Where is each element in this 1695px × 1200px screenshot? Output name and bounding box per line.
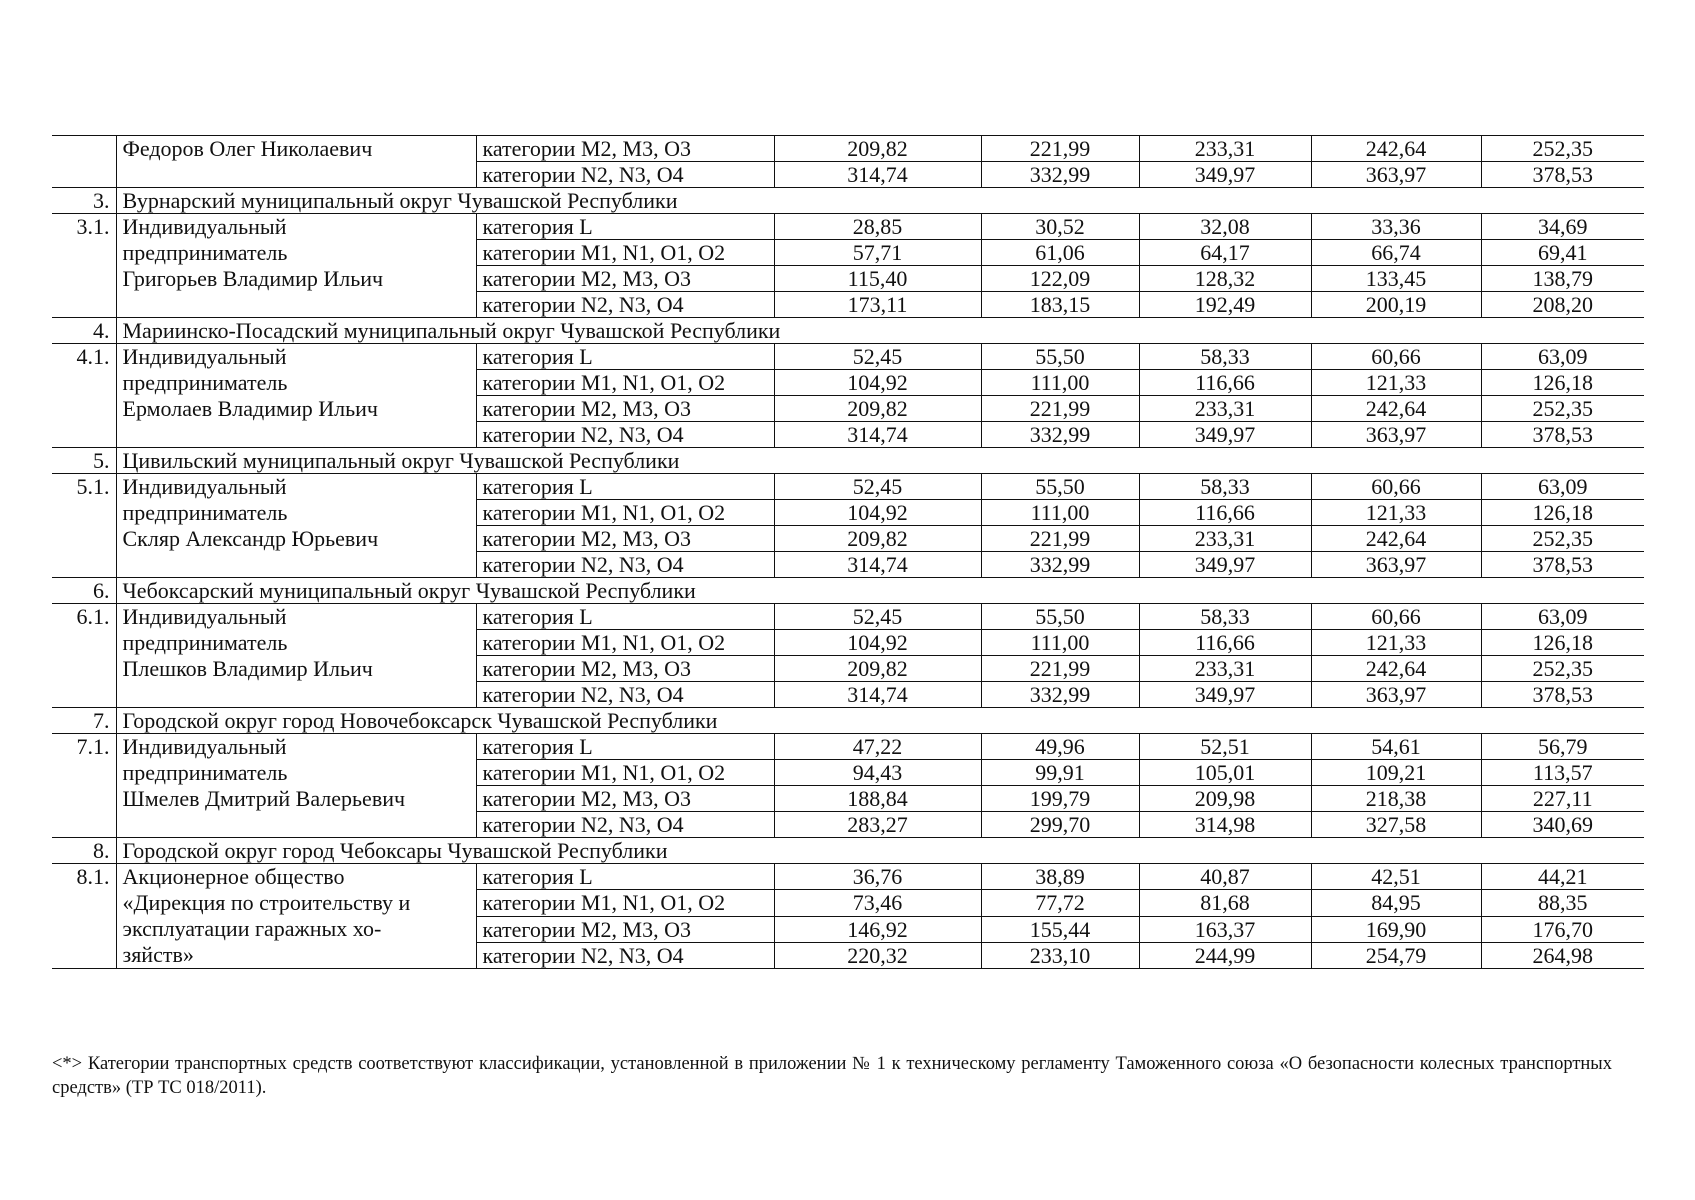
group-title: Цивильский муниципальный округ Чувашской Республики: [116, 448, 1644, 474]
value-cell: 56,79: [1481, 734, 1644, 760]
entry-name-line: предприниматель: [122, 500, 288, 525]
group-header-row: [52, 188, 1644, 214]
table-row: [52, 734, 1644, 760]
tariff-table-body: [52, 136, 1644, 969]
value-cell: 363,97: [1311, 422, 1481, 448]
value-cell: 69,41: [1481, 240, 1644, 266]
value-cell: 314,74: [774, 682, 981, 708]
entry-name-line: Индивидуальный: [122, 604, 287, 629]
value-cell: 183,15: [981, 292, 1139, 318]
value-cell: 332,99: [981, 162, 1139, 188]
value-cell: 363,97: [1311, 682, 1481, 708]
value-cell: 138,79: [1481, 266, 1644, 292]
value-cell: 221,99: [981, 136, 1139, 162]
entry-name: [116, 214, 476, 318]
group-title: Вурнарский муниципальный округ Чувашской Республики: [116, 188, 1644, 214]
value-cell: 252,35: [1481, 526, 1644, 552]
value-cell: 233,31: [1139, 136, 1311, 162]
value-cell: 209,82: [774, 136, 981, 162]
category-cell: категории M1, N1, O1, O2: [476, 630, 774, 656]
value-cell: 252,35: [1481, 396, 1644, 422]
value-cell: 299,70: [981, 812, 1139, 838]
value-cell: 58,33: [1139, 474, 1311, 500]
value-cell: 58,33: [1139, 604, 1311, 630]
group-title: Городской округ город Чебоксары Чувашской Республики: [116, 838, 1644, 864]
value-cell: 66,74: [1311, 240, 1481, 266]
value-cell: 111,00: [981, 370, 1139, 396]
entry-name: Федоров Олег Николаевич: [116, 136, 476, 188]
value-cell: 221,99: [981, 656, 1139, 682]
value-cell: 242,64: [1311, 526, 1481, 552]
value-cell: 77,72: [981, 890, 1139, 916]
value-cell: 221,99: [981, 396, 1139, 422]
category-cell: категория L: [476, 344, 774, 370]
value-cell: 221,99: [981, 526, 1139, 552]
value-cell: 314,74: [774, 162, 981, 188]
category-cell: категория L: [476, 734, 774, 760]
value-cell: 254,79: [1311, 942, 1481, 968]
value-cell: 242,64: [1311, 656, 1481, 682]
group-header-row: [52, 838, 1644, 864]
table-row: [52, 214, 1644, 240]
value-cell: 363,97: [1311, 162, 1481, 188]
group-title: Чебоксарский муниципальный округ Чувашской Республики: [116, 578, 1644, 604]
entry-name-line: Шмелев Дмитрий Валерьевич: [122, 786, 406, 811]
group-number: 7.: [52, 708, 116, 734]
value-cell: 122,09: [981, 266, 1139, 292]
category-cell: категория L: [476, 474, 774, 500]
value-cell: 105,01: [1139, 760, 1311, 786]
value-cell: 104,92: [774, 370, 981, 396]
group-title: Мариинско-Посадский муниципальный округ Чувашской Республики: [116, 318, 1644, 344]
value-cell: 30,52: [981, 214, 1139, 240]
entry-name: [116, 604, 476, 708]
value-cell: 332,99: [981, 682, 1139, 708]
category-cell: категории N2, N3, O4: [476, 162, 774, 188]
group-number: 5.: [52, 448, 116, 474]
category-cell: категории M1, N1, O1, O2: [476, 760, 774, 786]
entry-name: [116, 864, 476, 969]
value-cell: 57,71: [774, 240, 981, 266]
entry-number: 5.1.: [52, 474, 116, 578]
entry-number: 7.1.: [52, 734, 116, 838]
group-header-row: [52, 708, 1644, 734]
category-cell: категория L: [476, 214, 774, 240]
value-cell: 58,33: [1139, 344, 1311, 370]
value-cell: 121,33: [1311, 500, 1481, 526]
entry-name-line: Индивидуальный: [122, 734, 287, 759]
value-cell: 40,87: [1139, 864, 1311, 890]
value-cell: 33,36: [1311, 214, 1481, 240]
category-cell: категории M2, M3, O3: [476, 786, 774, 812]
value-cell: 176,70: [1481, 916, 1644, 942]
value-cell: 378,53: [1481, 552, 1644, 578]
entry-name-line: предприниматель: [122, 370, 288, 395]
category-cell: категории N2, N3, O4: [476, 552, 774, 578]
group-header-row: [52, 318, 1644, 344]
value-cell: 233,31: [1139, 396, 1311, 422]
value-cell: 209,98: [1139, 786, 1311, 812]
value-cell: 242,64: [1311, 136, 1481, 162]
table-row: [52, 136, 1644, 162]
category-cell: категории N2, N3, O4: [476, 942, 774, 968]
tariff-document: [52, 135, 1644, 969]
value-cell: 55,50: [981, 604, 1139, 630]
value-cell: 349,97: [1139, 552, 1311, 578]
entry-name-line: «Дирекция по строительству и: [122, 890, 411, 915]
value-cell: 121,33: [1311, 630, 1481, 656]
category-cell: категории M1, N1, O1, O2: [476, 240, 774, 266]
value-cell: 378,53: [1481, 682, 1644, 708]
entry-name-line: Скляр Александр Юрьевич: [122, 526, 379, 551]
entry-name: [116, 344, 476, 448]
table-row: [52, 474, 1644, 500]
category-cell: категории M2, M3, O3: [476, 266, 774, 292]
value-cell: 173,11: [774, 292, 981, 318]
entry-name-line: предприниматель: [122, 760, 288, 785]
value-cell: 163,37: [1139, 916, 1311, 942]
value-cell: 116,66: [1139, 500, 1311, 526]
entry-name-line: предприниматель: [122, 240, 288, 265]
category-cell: категория L: [476, 864, 774, 890]
value-cell: 233,31: [1139, 526, 1311, 552]
value-cell: 121,33: [1311, 370, 1481, 396]
value-cell: 227,11: [1481, 786, 1644, 812]
value-cell: 209,82: [774, 656, 981, 682]
value-cell: 49,96: [981, 734, 1139, 760]
value-cell: 332,99: [981, 552, 1139, 578]
value-cell: 116,66: [1139, 370, 1311, 396]
value-cell: 94,43: [774, 760, 981, 786]
value-cell: 34,69: [1481, 214, 1644, 240]
value-cell: 55,50: [981, 344, 1139, 370]
value-cell: 64,17: [1139, 240, 1311, 266]
value-cell: 60,66: [1311, 604, 1481, 630]
group-header-row: [52, 578, 1644, 604]
category-cell: категории M2, M3, O3: [476, 396, 774, 422]
category-cell: категории M1, N1, O1, O2: [476, 370, 774, 396]
value-cell: 104,92: [774, 500, 981, 526]
value-cell: 128,32: [1139, 266, 1311, 292]
entry-name-line: предприниматель: [122, 630, 288, 655]
entry-number: 4.1.: [52, 344, 116, 448]
value-cell: 169,90: [1311, 916, 1481, 942]
value-cell: 52,51: [1139, 734, 1311, 760]
value-cell: 378,53: [1481, 162, 1644, 188]
value-cell: 314,74: [774, 552, 981, 578]
value-cell: 63,09: [1481, 474, 1644, 500]
category-cell: категории M2, M3, O3: [476, 916, 774, 942]
tariff-table: [52, 135, 1644, 969]
group-number: 6.: [52, 578, 116, 604]
value-cell: 233,31: [1139, 656, 1311, 682]
value-cell: 349,97: [1139, 162, 1311, 188]
value-cell: 99,91: [981, 760, 1139, 786]
value-cell: 252,35: [1481, 656, 1644, 682]
value-cell: 116,66: [1139, 630, 1311, 656]
value-cell: 349,97: [1139, 682, 1311, 708]
category-cell: категории N2, N3, O4: [476, 292, 774, 318]
value-cell: 192,49: [1139, 292, 1311, 318]
value-cell: 126,18: [1481, 500, 1644, 526]
value-cell: 363,97: [1311, 552, 1481, 578]
category-cell: категории N2, N3, O4: [476, 812, 774, 838]
value-cell: 55,50: [981, 474, 1139, 500]
value-cell: 126,18: [1481, 370, 1644, 396]
value-cell: 38,89: [981, 864, 1139, 890]
category-cell: категории N2, N3, O4: [476, 422, 774, 448]
value-cell: 111,00: [981, 630, 1139, 656]
value-cell: 314,74: [774, 422, 981, 448]
category-cell: категории M2, M3, O3: [476, 136, 774, 162]
value-cell: 264,98: [1481, 942, 1644, 968]
value-cell: 52,45: [774, 604, 981, 630]
entry-number: 8.1.: [52, 864, 116, 969]
entry-name-line: Индивидуальный: [122, 344, 287, 369]
value-cell: 340,69: [1481, 812, 1644, 838]
value-cell: 60,66: [1311, 344, 1481, 370]
value-cell: 73,46: [774, 890, 981, 916]
group-number: 4.: [52, 318, 116, 344]
value-cell: 244,99: [1139, 942, 1311, 968]
value-cell: 209,82: [774, 526, 981, 552]
entry-number: [52, 136, 116, 188]
value-cell: 208,20: [1481, 292, 1644, 318]
entry-number: 6.1.: [52, 604, 116, 708]
entry-name-line: зяйств»: [122, 942, 194, 967]
entry-number: 3.1.: [52, 214, 116, 318]
value-cell: 52,45: [774, 344, 981, 370]
group-number: 3.: [52, 188, 116, 214]
value-cell: 283,27: [774, 812, 981, 838]
table-row: [52, 604, 1644, 630]
value-cell: 32,08: [1139, 214, 1311, 240]
category-cell: категории M2, M3, O3: [476, 656, 774, 682]
value-cell: 44,21: [1481, 864, 1644, 890]
entry-name-line: Индивидуальный: [122, 474, 287, 499]
value-cell: 104,92: [774, 630, 981, 656]
value-cell: 327,58: [1311, 812, 1481, 838]
value-cell: 61,06: [981, 240, 1139, 266]
value-cell: 233,10: [981, 942, 1139, 968]
value-cell: 188,84: [774, 786, 981, 812]
value-cell: 332,99: [981, 422, 1139, 448]
value-cell: 63,09: [1481, 344, 1644, 370]
value-cell: 36,76: [774, 864, 981, 890]
value-cell: 42,51: [1311, 864, 1481, 890]
category-cell: категория L: [476, 604, 774, 630]
value-cell: 242,64: [1311, 396, 1481, 422]
value-cell: 88,35: [1481, 890, 1644, 916]
value-cell: 200,19: [1311, 292, 1481, 318]
table-row: [52, 344, 1644, 370]
entry-name-line: Акционерное общество: [122, 864, 345, 889]
entry-name: [116, 474, 476, 578]
value-cell: 84,95: [1311, 890, 1481, 916]
group-number: 8.: [52, 838, 116, 864]
category-cell: категории M2, M3, O3: [476, 526, 774, 552]
entry-name-line: эксплуатации гаражных хо-: [122, 916, 382, 941]
value-cell: 349,97: [1139, 422, 1311, 448]
value-cell: 115,40: [774, 266, 981, 292]
value-cell: 111,00: [981, 500, 1139, 526]
value-cell: 314,98: [1139, 812, 1311, 838]
value-cell: 52,45: [774, 474, 981, 500]
entry-name: [116, 734, 476, 838]
value-cell: 63,09: [1481, 604, 1644, 630]
entry-name-line: Григорьев Владимир Ильич: [122, 266, 384, 291]
category-cell: категории M1, N1, O1, O2: [476, 890, 774, 916]
category-cell: категории M1, N1, O1, O2: [476, 500, 774, 526]
value-cell: 378,53: [1481, 422, 1644, 448]
value-cell: 28,85: [774, 214, 981, 240]
entry-name-line: Ермолаев Владимир Ильич: [122, 396, 378, 421]
entry-name-line: Индивидуальный: [122, 214, 287, 239]
group-header-row: [52, 448, 1644, 474]
value-cell: 47,22: [774, 734, 981, 760]
value-cell: 133,45: [1311, 266, 1481, 292]
entry-name-line: Плешков Владимир Ильич: [122, 656, 373, 681]
value-cell: 54,61: [1311, 734, 1481, 760]
value-cell: 146,92: [774, 916, 981, 942]
value-cell: 252,35: [1481, 136, 1644, 162]
value-cell: 218,38: [1311, 786, 1481, 812]
group-title: Городской округ город Новочебоксарск Чувашской Республики: [116, 708, 1644, 734]
value-cell: 209,82: [774, 396, 981, 422]
value-cell: 81,68: [1139, 890, 1311, 916]
value-cell: 113,57: [1481, 760, 1644, 786]
value-cell: 126,18: [1481, 630, 1644, 656]
value-cell: 109,21: [1311, 760, 1481, 786]
footnote: <*> Категории транспортных средств соответствуют классификации, установленной в приложении № 1 к техническому регламенту Таможенного союза «О безопасности колесных транспортных средств» (ТР ТС 018/2011).: [52, 1054, 1612, 1098]
table-row: [52, 864, 1644, 890]
value-cell: 220,32: [774, 942, 981, 968]
category-cell: категории N2, N3, O4: [476, 682, 774, 708]
value-cell: 199,79: [981, 786, 1139, 812]
value-cell: 60,66: [1311, 474, 1481, 500]
value-cell: 155,44: [981, 916, 1139, 942]
